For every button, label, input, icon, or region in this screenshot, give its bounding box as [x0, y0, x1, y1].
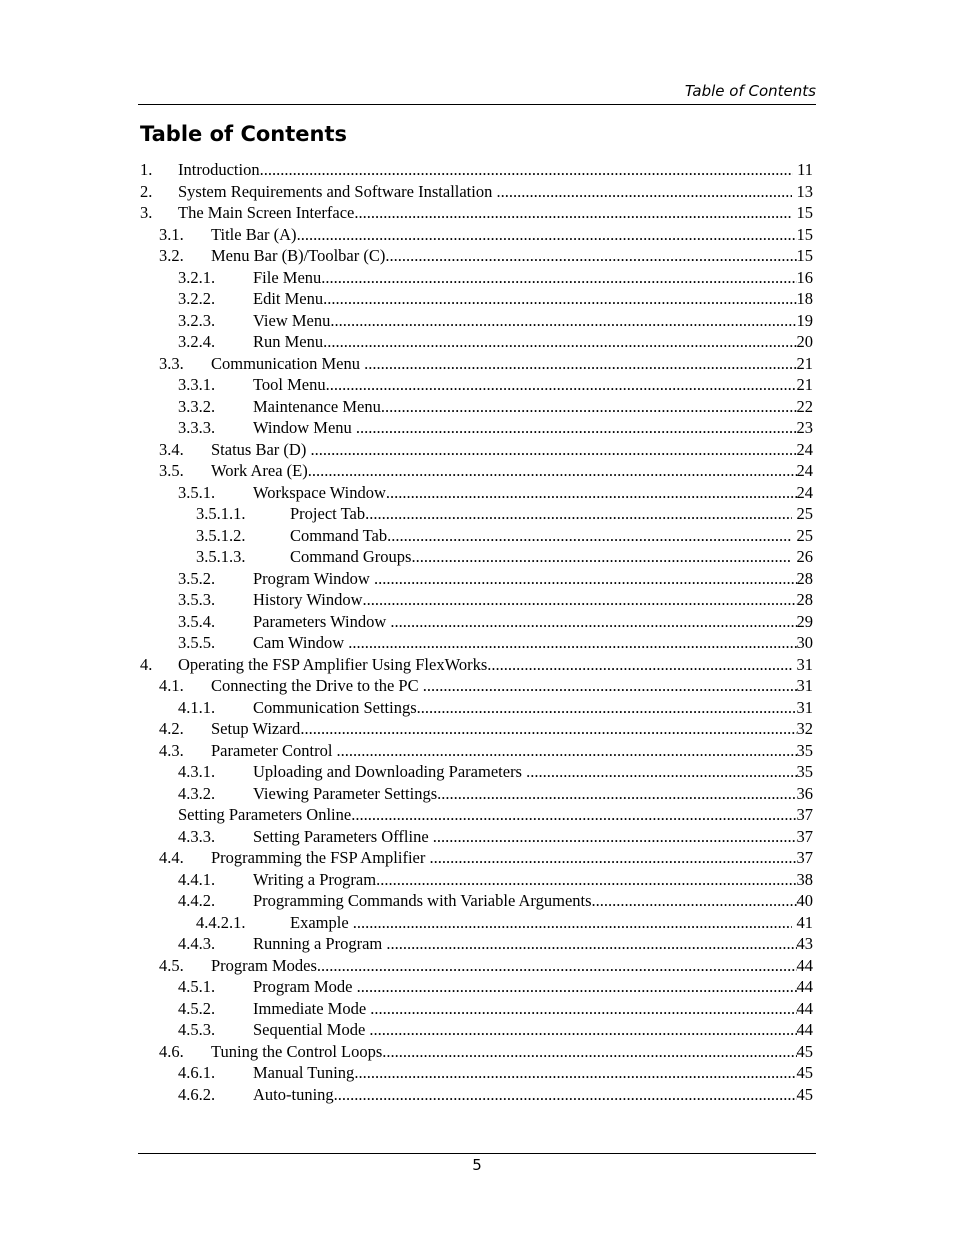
dot-leader — [381, 396, 797, 418]
toc-entry[interactable] — [140, 1019, 813, 1041]
page-title: Table of Contents — [140, 122, 348, 146]
dot-leader — [390, 611, 796, 633]
toc-entry-title: Setting Parameters Offline — [253, 826, 433, 846]
toc-entry-title: Parameter Control — [211, 740, 337, 760]
dot-leader — [526, 761, 796, 783]
toc-entry-number: 4.5. — [159, 955, 184, 975]
toc-entry-page: 15 — [792, 203, 813, 222]
toc-entry-page: 31 — [796, 676, 813, 695]
toc-entry-page: 13 — [792, 181, 813, 201]
toc-entry-page: 37 — [796, 805, 813, 824]
toc-entry-number: 4.2. — [159, 719, 184, 738]
toc-entry-page: 16 — [796, 267, 813, 287]
page-number: 5 — [472, 1156, 482, 1174]
running-header: Table of Contents — [684, 82, 816, 100]
dot-leader — [376, 869, 796, 891]
footer-rule — [138, 1153, 816, 1154]
toc-entry[interactable] — [140, 288, 813, 310]
toc-entry-number: 3.3.1. — [178, 375, 216, 394]
toc-entry[interactable] — [140, 740, 813, 762]
toc-entry-page: 22 — [796, 396, 813, 416]
toc-entry-title: Running a Program — [253, 934, 387, 953]
dot-leader — [364, 353, 796, 375]
toc-entry-title: Setup Wizard — [211, 719, 301, 738]
toc-entry-number: 3.4. — [159, 439, 184, 459]
header-rule — [138, 104, 816, 105]
toc-entry-number: 3.1. — [159, 224, 184, 244]
toc-entry-number: 3.5.1. — [178, 482, 216, 502]
toc-entry-number: 3.5. — [159, 461, 184, 480]
toc-entry-page: 26 — [792, 547, 813, 566]
toc-entry-title: Uploading and Downloading Parameters — [253, 762, 527, 781]
toc-entry-page: 19 — [796, 310, 813, 330]
toc-entry[interactable] — [140, 460, 813, 482]
toc-entry-title: Programming the FSP Amplifier — [211, 848, 430, 867]
dot-leader — [321, 267, 796, 289]
toc-entry[interactable] — [140, 310, 813, 332]
toc-entry-title: Immediate Mode — [253, 998, 371, 1018]
toc-entry-page: 43 — [796, 934, 813, 953]
toc-entry[interactable] — [140, 439, 813, 461]
dot-leader — [326, 374, 797, 396]
toc-entry[interactable] — [140, 417, 813, 439]
toc-entry-title: The Main Screen Interface — [178, 203, 355, 222]
toc-entry-page: 21 — [796, 353, 813, 373]
dot-leader — [496, 181, 792, 203]
toc-entry-page: 40 — [796, 891, 813, 910]
toc-entry-page: 37 — [796, 848, 813, 867]
toc-entry-number: 2. — [140, 181, 153, 201]
toc-entry-title: Sequential Mode — [253, 1020, 370, 1039]
dot-leader — [433, 826, 797, 848]
toc-entry-number: 4.4. — [159, 848, 184, 867]
toc-entry-number: 4.4.1. — [178, 869, 216, 889]
dot-leader — [386, 482, 797, 504]
toc-entry-number: 4.3.1. — [178, 762, 216, 781]
dot-leader — [260, 159, 793, 181]
toc-entry[interactable] — [140, 482, 813, 504]
toc-entry-page: 11 — [792, 160, 813, 179]
toc-entry-number: 3.2. — [159, 246, 184, 265]
dot-leader — [357, 976, 797, 998]
toc-entry[interactable] — [140, 1062, 813, 1084]
toc-entry-page: 18 — [796, 289, 813, 308]
toc-entry-number: 4.4.2.1. — [196, 912, 246, 932]
toc-entry[interactable] — [140, 826, 813, 848]
dot-leader — [382, 1041, 796, 1063]
toc-entry-page: 35 — [796, 762, 813, 781]
toc-entry-title: View Menu — [253, 310, 331, 330]
toc-entry-number: 3.5.4. — [178, 611, 216, 631]
toc-entry-title: Introduction — [178, 160, 260, 179]
dot-leader — [374, 568, 797, 590]
toc-entry-title: Status Bar (D) — [211, 439, 311, 459]
dot-leader — [417, 697, 797, 719]
toc-entry[interactable] — [140, 718, 813, 740]
dot-leader — [592, 890, 797, 912]
toc-entry[interactable] — [140, 202, 813, 224]
toc-entry-title: Run Menu — [253, 332, 324, 351]
toc-entry[interactable] — [140, 546, 813, 568]
toc-entry-number: 4.4.2. — [178, 891, 216, 910]
toc-entry-page: 20 — [796, 332, 813, 351]
toc-entry-title: Tool Menu — [253, 375, 326, 394]
toc-entry-number: 4.5.2. — [178, 998, 216, 1018]
toc-entry-page: 44 — [796, 1020, 813, 1039]
toc-entry-title: Title Bar (A) — [211, 224, 297, 244]
toc-entry-number: 4.3.2. — [178, 783, 216, 803]
dot-leader — [385, 245, 796, 267]
toc-entry-title: Writing a Program — [253, 869, 377, 889]
toc-entry-page: 24 — [796, 482, 813, 502]
toc-entry-number: 4.1. — [159, 676, 184, 695]
dot-leader — [354, 202, 792, 224]
toc-entry[interactable] — [140, 525, 813, 547]
toc-entry-title: Viewing Parameter Settings — [253, 783, 438, 803]
toc-entry[interactable] — [140, 847, 813, 869]
toc-entry-number: 4.6.1. — [178, 1063, 216, 1082]
toc-entry-title: Command Tab — [290, 525, 388, 545]
toc-entry[interactable] — [140, 783, 813, 805]
toc-entry-title: Program Window — [253, 568, 374, 588]
toc-entry-page: 25 — [792, 525, 813, 545]
dot-leader — [363, 589, 797, 611]
toc-entry-number: 3.2.3. — [178, 310, 216, 330]
toc-entry-title: Tuning the Control Loops — [211, 1041, 383, 1061]
toc-entry[interactable] — [140, 869, 813, 891]
toc-entry-page: 32 — [796, 719, 813, 738]
toc-entry-title: Workspace Window — [253, 482, 386, 502]
toc-entry-page: 30 — [796, 633, 813, 652]
toc-entry-page: 45 — [796, 1084, 813, 1104]
toc-entry-page: 31 — [792, 654, 813, 674]
toc-entry-number: 3.3.3. — [178, 418, 216, 437]
toc-entry-number: 3.2.2. — [178, 289, 216, 308]
dot-leader — [310, 439, 796, 461]
toc-entry-title: Cam Window — [253, 633, 349, 652]
toc-entry[interactable] — [140, 267, 813, 289]
toc-entry-title: Connecting the Drive to the PC — [211, 676, 423, 695]
toc-entry-page: 25 — [792, 504, 813, 523]
toc-entry[interactable] — [140, 353, 813, 375]
toc-entry-title: Edit Menu — [253, 289, 324, 308]
dot-leader — [386, 933, 796, 955]
toc-entry-number: 4.1.1. — [178, 697, 216, 717]
toc-entry-title: Operating the FSP Amplifier Using FlexWorks — [178, 654, 488, 674]
toc-entry[interactable] — [140, 589, 813, 611]
toc-entry[interactable] — [140, 503, 813, 525]
toc-entry-number: 3.2.4. — [178, 332, 216, 351]
toc-entry-page: 45 — [796, 1063, 813, 1082]
toc-entry-title: Maintenance Menu — [253, 396, 381, 416]
toc-entry[interactable] — [140, 890, 813, 912]
toc-entry[interactable] — [140, 611, 813, 633]
toc-entry[interactable] — [140, 159, 813, 181]
toc-entry-title: Menu Bar (B)/Toolbar (C) — [211, 246, 386, 265]
dot-leader — [353, 912, 793, 934]
toc-entry-page: 21 — [796, 375, 813, 394]
toc-entry-number: 1. — [140, 160, 153, 179]
toc-entry-page: 35 — [796, 740, 813, 760]
toc-entry[interactable] — [140, 998, 813, 1020]
toc-entry-title: Program Modes — [211, 955, 317, 975]
dot-leader — [429, 847, 796, 869]
toc-entry-page: 15 — [796, 224, 813, 244]
toc-entry-title: Example — [290, 912, 353, 932]
dot-leader — [365, 503, 792, 525]
toc-entry-number: 4.3. — [159, 740, 184, 760]
dot-leader — [370, 998, 796, 1020]
toc-entry[interactable] — [140, 374, 813, 396]
toc-entry[interactable] — [140, 697, 813, 719]
toc-entry[interactable] — [140, 654, 813, 676]
dot-leader — [317, 955, 797, 977]
toc-entry[interactable] — [140, 245, 813, 267]
dot-leader — [437, 783, 796, 805]
toc-entry-title: History Window — [253, 590, 363, 609]
dot-leader — [387, 525, 792, 547]
toc-entry[interactable] — [140, 804, 813, 826]
toc-entry[interactable] — [140, 933, 813, 955]
toc-entry-number: 4.6. — [159, 1041, 184, 1061]
dot-leader — [351, 804, 796, 826]
dot-leader — [308, 460, 797, 482]
toc-entry-page: 36 — [796, 783, 813, 803]
dot-leader — [411, 546, 792, 568]
toc-entry-page: 23 — [796, 418, 813, 437]
toc-entry-number: 4.6.2. — [178, 1084, 216, 1104]
toc-entry-title: Window Menu — [253, 418, 356, 437]
toc-entry[interactable] — [140, 632, 813, 654]
toc-entry-page: 44 — [796, 977, 813, 996]
toc-entry-number: 4.4.3. — [178, 934, 216, 953]
toc-entry-number: 3.5.1.3. — [196, 547, 246, 566]
dot-leader — [334, 1084, 797, 1106]
toc-entry-title: File Menu — [253, 267, 322, 287]
toc-entry-number: 4.3.3. — [178, 826, 216, 846]
toc-entry-title: System Requirements and Software Installation — [178, 181, 497, 201]
toc-entry[interactable] — [140, 976, 813, 998]
toc-entry[interactable] — [140, 568, 813, 590]
dot-leader — [323, 288, 796, 310]
toc-entry-title: Communication Menu — [211, 353, 365, 373]
toc-entry[interactable] — [140, 761, 813, 783]
dot-leader — [369, 1019, 796, 1041]
toc-entry[interactable] — [140, 1041, 813, 1063]
toc-entry-number: 4. — [140, 654, 153, 674]
dot-leader — [323, 331, 796, 353]
dot-leader — [423, 675, 797, 697]
toc-entry-page: 29 — [796, 611, 813, 631]
dot-leader — [354, 1062, 796, 1084]
toc-list — [140, 159, 813, 1105]
toc-entry-page: 31 — [796, 697, 813, 717]
toc-entry-page: 45 — [796, 1041, 813, 1061]
dot-leader — [297, 224, 797, 246]
toc-entry-title: Manual Tuning — [253, 1063, 355, 1082]
toc-entry-number: 3.2.1. — [178, 267, 216, 287]
toc-entry-title: Project Tab — [290, 504, 366, 523]
dot-leader — [356, 417, 797, 439]
toc-entry-number: 3. — [140, 203, 153, 222]
toc-entry[interactable] — [140, 912, 813, 934]
dot-leader — [348, 632, 796, 654]
toc-entry-page: 28 — [796, 568, 813, 588]
toc-entry-title: Command Groups — [290, 547, 412, 566]
toc-entry[interactable] — [140, 181, 813, 203]
toc-entry-number: 3.5.1.2. — [196, 525, 246, 545]
toc-entry-page: 15 — [796, 246, 813, 265]
toc-entry-title: Work Area (E) — [211, 461, 308, 480]
toc-entry-page: 37 — [796, 826, 813, 846]
toc-entry[interactable] — [140, 396, 813, 418]
toc-entry-title: Programming Commands with Variable Arguments — [253, 891, 592, 910]
toc-entry-page: 28 — [796, 590, 813, 609]
toc-entry[interactable] — [140, 331, 813, 353]
toc-entry-page: 44 — [796, 998, 813, 1018]
toc-entry-page: 41 — [792, 912, 813, 932]
toc-entry-number: 3.5.3. — [178, 590, 216, 609]
toc-entry-title: Auto-tuning — [253, 1084, 334, 1104]
toc-entry-title: Communication Settings — [253, 697, 417, 717]
toc-entry-number: 3.5.1.1. — [196, 504, 246, 523]
dot-leader — [337, 740, 797, 762]
toc-entry-title: Program Mode — [253, 977, 357, 996]
toc-entry-number: 4.5.1. — [178, 977, 216, 996]
toc-entry-number: 3.3.2. — [178, 396, 216, 416]
toc-entry-page: 38 — [796, 869, 813, 889]
toc-entry-title: Setting Parameters Online — [178, 805, 352, 824]
toc-entry-number: 4.5.3. — [178, 1020, 216, 1039]
toc-entry-title: Parameters Window — [253, 611, 391, 631]
dot-leader — [487, 654, 792, 676]
toc-entry-number: 3.3. — [159, 353, 184, 373]
toc-entry-number: 3.5.2. — [178, 568, 216, 588]
dot-leader — [330, 310, 796, 332]
toc-entry-page: 24 — [796, 461, 813, 480]
dot-leader — [300, 718, 796, 740]
toc-entry[interactable] — [140, 1084, 813, 1106]
toc-entry-page: 24 — [796, 439, 813, 459]
toc-entry[interactable] — [140, 224, 813, 246]
toc-entry-number: 3.5.5. — [178, 633, 216, 652]
toc-entry[interactable] — [140, 675, 813, 697]
toc-entry[interactable] — [140, 955, 813, 977]
toc-entry-page: 44 — [796, 955, 813, 975]
